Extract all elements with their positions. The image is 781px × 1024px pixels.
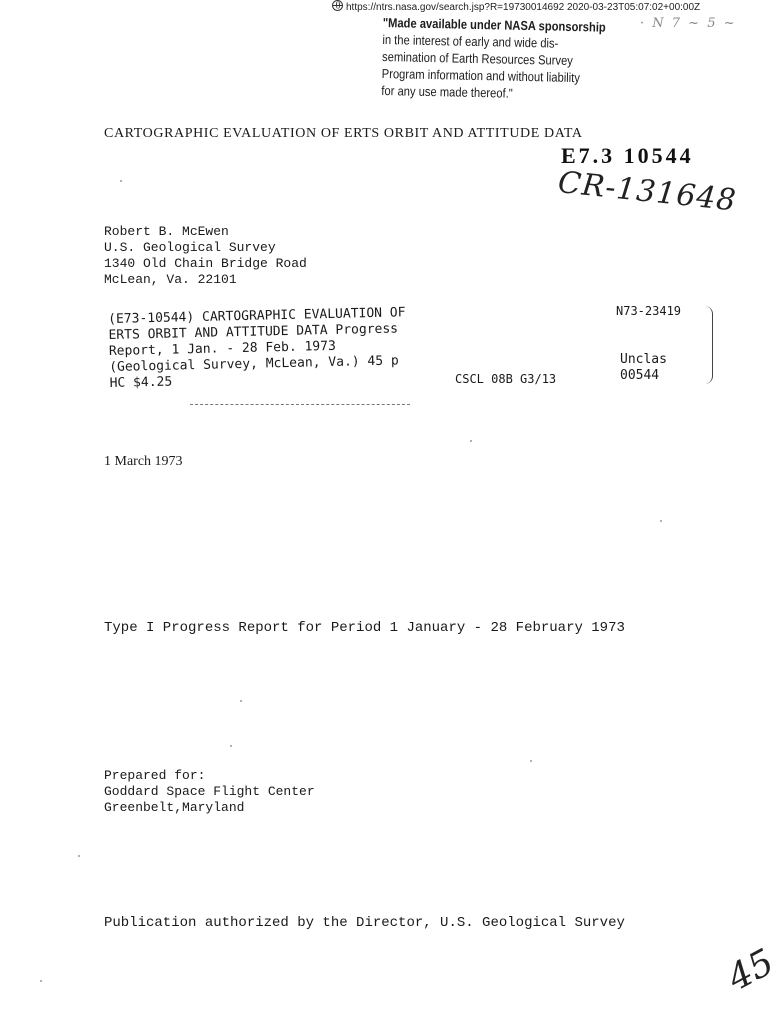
- prepared-for-block: [104, 768, 315, 816]
- classification-label: Unclas: [620, 352, 667, 367]
- catalog-line: Report, 1 Jan. - 28 Feb. 1973: [108, 338, 336, 359]
- stamp-line: semination of Earth Resources Survey: [381, 48, 573, 68]
- handwritten-corner-mark: 45: [721, 941, 781, 1000]
- handwritten-cr-number: CR-131648: [556, 165, 739, 219]
- report-type: Type I Progress Report for Period 1 January - 28 February 1973: [104, 620, 625, 636]
- scan-speck: [78, 855, 80, 857]
- author-city: McLean, Va. 22101: [104, 272, 237, 287]
- prepared-for-org: Goddard Space Flight Center: [104, 784, 315, 799]
- scan-speck: [120, 180, 122, 182]
- scan-speck: [40, 980, 42, 982]
- globe-icon: [332, 0, 343, 11]
- stamp-line: for any use made thereof.": [381, 82, 513, 101]
- dashed-divider: [190, 404, 410, 405]
- author-block: [104, 224, 307, 288]
- scan-speck: [240, 700, 242, 702]
- stamp-line: Program information and without liability: [381, 65, 581, 86]
- bracket-divider: [700, 306, 713, 384]
- accession-number: N73-23419: [616, 304, 682, 318]
- catalog-line: HC $4.25: [109, 374, 173, 391]
- document-number: E7.3 10544: [561, 143, 694, 168]
- catalog-entry: [108, 305, 407, 392]
- handwritten-top-note: · N 7 ~ 5 ~: [640, 16, 737, 31]
- source-url-text: https://ntrs.nasa.gov/search.jsp?R=19730014692 2020-03-23T05:07:02+00:00Z: [346, 2, 701, 13]
- scan-speck: [470, 440, 472, 442]
- scan-speck: [660, 520, 662, 522]
- catalog-line: (E73-10544) CARTOGRAPHIC EVALUATION OF: [108, 305, 406, 327]
- scan-speck: [230, 745, 232, 747]
- nasa-sponsorship-stamp: [381, 14, 606, 104]
- prepared-for-label: Prepared for:: [104, 768, 206, 783]
- publication-note: Publication authorized by the Director, U.S. Geological Survey: [104, 915, 625, 931]
- scan-speck: [530, 760, 532, 762]
- report-date: 1 March 1973: [104, 454, 183, 469]
- stamp-line: in the interest of early and wide dis-: [382, 31, 559, 51]
- author-name: Robert B. McEwen: [104, 224, 229, 239]
- prepared-for-location: Greenbelt,Maryland: [104, 800, 245, 815]
- source-url: [332, 0, 700, 14]
- catalog-line: (Geological Survey, McLean, Va.) 45 p: [109, 353, 399, 375]
- stamp-line: "Made available under NASA sponsorship: [382, 14, 606, 35]
- classification-block: [620, 352, 667, 384]
- catalog-number: 00544: [620, 368, 660, 383]
- cscl-code: CSCL 08B G3/13: [455, 372, 557, 386]
- author-organization: U.S. Geological Survey: [104, 240, 276, 255]
- author-street: 1340 Old Chain Bridge Road: [104, 256, 307, 271]
- document-title: CARTOGRAPHIC EVALUATION OF ERTS ORBIT AND ATTITUDE DATA: [104, 126, 583, 141]
- catalog-line: ERTS ORBIT AND ATTITUDE DATA Progress: [108, 321, 399, 343]
